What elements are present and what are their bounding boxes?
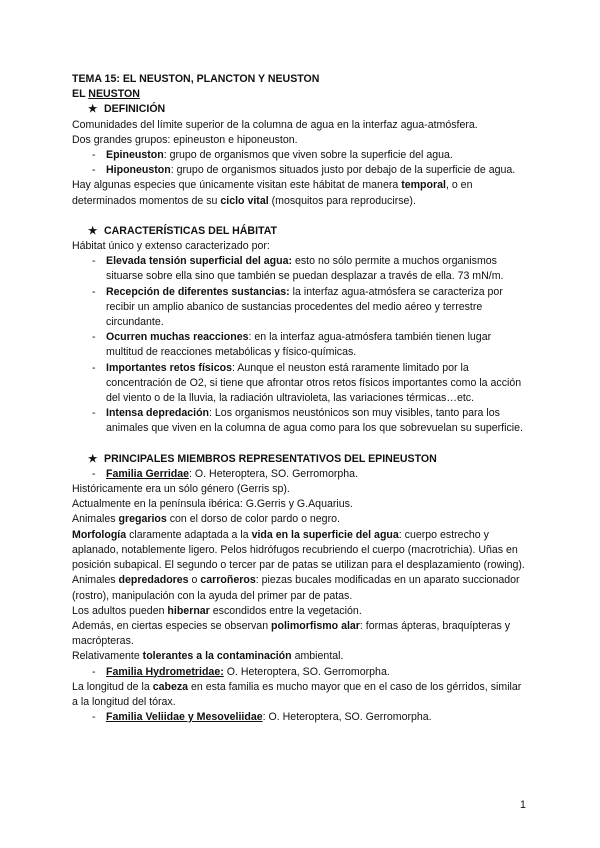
list-item: - Intensa depredación: Los organismos neustónicos son muy visibles, tanto para los animales que viven en la columna de agua como para los que sobrevuelan su superficie.	[72, 406, 528, 436]
star-icon: ★	[88, 224, 98, 237]
section-title: EL NEUSTON	[72, 88, 140, 101]
paragraph: Hay algunas especies que únicamente visitan este hábitat de manera temporal, o en determinados momentos de su ciclo vital (mosquitos para reproducirse).	[72, 179, 473, 207]
heading-definicion: ★ DEFINICIÓN	[72, 102, 528, 117]
list-item: - Familia Gerridae: O. Heteroptera, SO. Gerromorpha.	[72, 467, 528, 482]
family-list	[72, 665, 528, 680]
family-list	[72, 710, 528, 725]
list-item: - Familia Hydrometridae: O. Heteroptera, SO. Gerromorpha.	[72, 665, 528, 680]
star-icon: ★	[88, 103, 98, 116]
heading-epineuston: ★ PRINCIPALES MIEMBROS REPRESENTATIVOS DEL EPINEUSTON	[72, 452, 528, 467]
paragraph: Relativamente tolerantes a la contaminación ambiental.	[72, 650, 344, 663]
list-item: - Epineuston: grupo de organismos que viven sobre la superficie del agua.	[72, 148, 528, 163]
paragraph: Comunidades del límite superior de la columna de agua en la interfaz agua-atmósfera.	[72, 118, 478, 131]
list-item: - Ocurren muchas reacciones: en la interfaz agua-atmósfera también tienen lugar multitud de reacciones metabólicas y físico-químicas.	[72, 330, 528, 360]
list-item: - Familia Veliidae y Mesoveliidae: O. Heteroptera, SO. Gerromorpha.	[72, 710, 528, 725]
list-item: - Importantes retos físicos: Aunque el neuston está raramente limitado por la concentración de O2, si tiene que afrontar otros retos físicos importantes como la acción del viento o de la lluvia, la radiación ultravioleta, las variaciones térmicas…etc.	[72, 361, 528, 407]
page-number: 1	[520, 799, 526, 811]
document-page	[72, 72, 528, 725]
heading-habitat: ★ CARACTERÍSTICAS DEL HÁBITAT	[72, 224, 528, 239]
paragraph: Los adultos pueden hibernar escondidos entre la vegetación.	[72, 604, 362, 617]
list-item: - Hiponeuston: grupo de organismos situados justo por debajo de la superficie de agua.	[72, 163, 528, 178]
definition-list	[72, 148, 528, 178]
list-item: - Recepción de diferentes sustancias: la interfaz agua-atmósfera se caracteriza por recibir un amplio abanico de sustancias procedentes del medio aéreo y terrestre circundante.	[72, 285, 528, 331]
star-icon: ★	[88, 452, 98, 465]
paragraph: Animales depredadores o carroñeros: piezas bucales modificadas en un aparato succionador (rostro), manipulación con la ayuda del primer par de patas.	[72, 574, 520, 602]
family-list	[72, 467, 528, 482]
list-item: - Elevada tensión superficial del agua: esto no sólo permite a muchos organismos situarse sobre ella sino que también se puedan desplazar a través de ella. 73 mN/m.	[72, 254, 528, 284]
paragraph: Hábitat único y extenso caracterizado por:	[72, 240, 270, 253]
paragraph: Además, en ciertas especies se observan polimorfismo alar: formas ápteras, braquípteras y macrópteras.	[72, 619, 511, 648]
page-title: TEMA 15: EL NEUSTON, PLANCTON Y NEUSTON	[72, 73, 320, 85]
paragraph: Históricamente era un sólo género (Gerris sp).	[72, 483, 290, 496]
paragraph: Actualmente en la península ibérica: G.Gerris y G.Aquarius.	[72, 498, 353, 511]
paragraph: Dos grandes grupos: epineuston e hiponeuston.	[72, 133, 298, 146]
paragraph: Animales gregarios con el dorso de color pardo o negro.	[72, 513, 340, 526]
paragraph: Morfología claramente adaptada a la vida en la superficie del agua: cuerpo estrecho y aplanado, notablemente ligero. Pelos hidrófugos recubriendo el cuerpo (macrotrichia). Uñas en posición subapical. El segundo o tercer par de patas se utilizan para el desplazamiento (rowing).	[72, 528, 525, 572]
paragraph: La longitud de la cabeza en esta familia es mucho mayor que en el caso de los gérridos, similar a la longitud del tórax.	[72, 680, 522, 708]
habitat-list	[72, 254, 528, 436]
